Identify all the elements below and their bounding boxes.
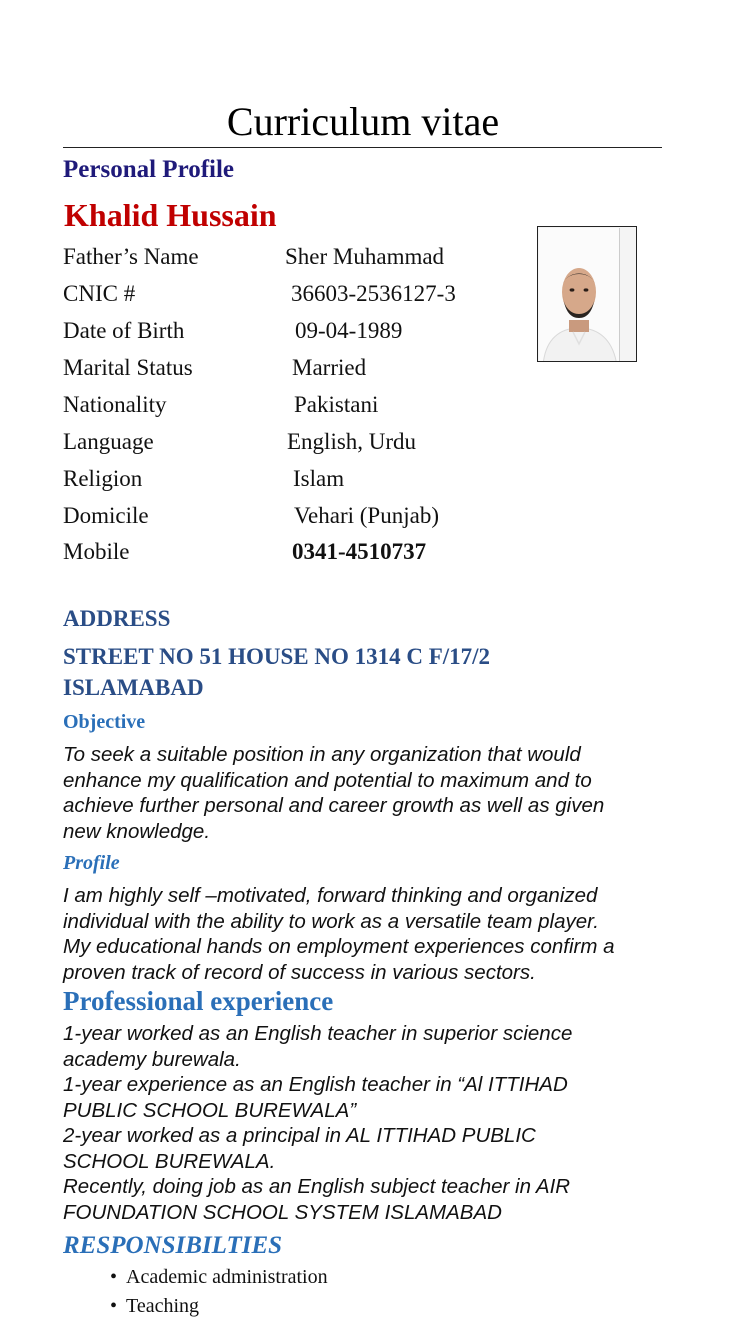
experience-line: Recently, doing job as an English subject teacher in AIR [63, 1175, 571, 1198]
professional-experience-heading: Professional experience [63, 986, 334, 1016]
photo-frame [539, 228, 620, 362]
list-item-label: Teaching [126, 1295, 200, 1317]
cv-document [63, 0, 663, 1334]
objective-line: new knowledge. [63, 819, 211, 843]
objective-line: enhance my qualification and potential to maximum and to [63, 768, 592, 792]
experience-line: SCHOOL BUREWALA. [63, 1149, 276, 1173]
bullet-icon: • [110, 1295, 118, 1317]
info-label: Mobile [63, 539, 130, 564]
profile-line: proven track of record of success in various sectors. [63, 960, 536, 984]
objective-heading: Objective [63, 711, 146, 733]
experience-text [63, 1021, 663, 1225]
info-value: Married [292, 355, 367, 380]
info-label: Date of Birth [63, 318, 185, 343]
info-value: 36603-2536127-3 [291, 281, 456, 306]
info-label: Religion [63, 466, 143, 491]
info-value: Islam [293, 466, 345, 491]
experience-line: 2-year worked as a principal in AL ITTIHAD PUBLIC [63, 1124, 536, 1147]
info-value: Pakistani [294, 392, 379, 417]
info-value: 09-04-1989 [295, 318, 403, 343]
info-value: Sher Muhammad [285, 244, 445, 269]
objective-text [63, 742, 663, 844]
experience-line: academy burewala. [63, 1047, 241, 1071]
personal-profile-heading: Personal Profile [63, 156, 235, 183]
profile-photo [537, 226, 637, 362]
experience-line: FOUNDATION SCHOOL SYSTEM ISLAMABAD [63, 1200, 502, 1224]
info-label: Domicile [63, 503, 149, 528]
experience-line: PUBLIC SCHOOL BUREWALA” [63, 1098, 357, 1122]
info-value: 0341-4510737 [292, 539, 427, 564]
info-label: Nationality [63, 392, 167, 417]
info-label: Language [63, 429, 154, 454]
bullet-icon: • [110, 1266, 118, 1288]
info-label: CNIC # [63, 281, 136, 306]
profile-line: individual with the ability to work as a versatile team player. [63, 909, 599, 933]
info-value: English, Urdu [287, 429, 417, 454]
objective-line: achieve further personal and career growth as well as given [63, 794, 605, 817]
list-item-label: Academic administration [126, 1266, 328, 1288]
list-item [110, 1294, 199, 1318]
candidate-name: Khalid Hussain [64, 197, 277, 233]
address-line: ISLAMABAD [63, 675, 204, 700]
responsibilities-heading: RESPONSIBILTIES [63, 1232, 283, 1259]
profile-heading: Profile [63, 852, 120, 874]
info-label: Marital Status [63, 355, 193, 380]
objective-line: To seek a suitable position in any organization that would [63, 743, 581, 766]
profile-line: My educational hands on employment experiences confirm a [63, 935, 615, 958]
title-divider [63, 147, 662, 148]
address-heading: ADDRESS [63, 606, 171, 631]
list-item [110, 1265, 328, 1289]
address-line: STREET NO 51 HOUSE NO 1314 C F/17/2 [63, 644, 491, 669]
experience-line: 1-year experience as an English teacher in “Al ITTIHAD [63, 1073, 568, 1096]
profile-text [63, 883, 663, 985]
person-portrait-icon [539, 228, 619, 362]
page-title: Curriculum vitae [226, 99, 500, 144]
experience-line: 1-year worked as an English teacher in superior science [63, 1022, 573, 1045]
profile-line: I am highly self –motivated, forward thinking and organized [63, 884, 598, 907]
info-label: Father’s Name [63, 244, 199, 269]
info-value: Vehari (Punjab) [294, 503, 439, 528]
